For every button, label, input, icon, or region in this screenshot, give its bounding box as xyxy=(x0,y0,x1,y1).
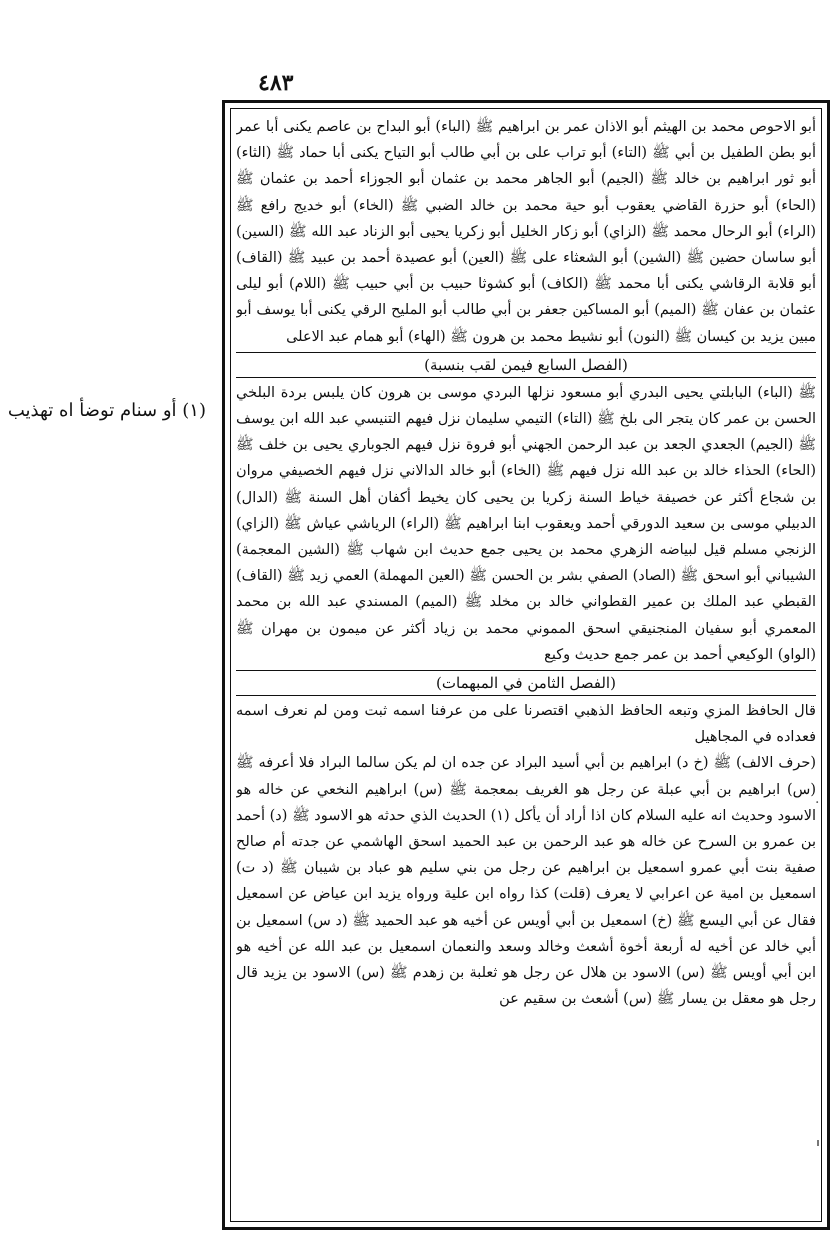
section-eight-text: (حرف الالف) ﷺ (خ د) ابراهيم بن أبي أسيد البراد عن جده ان لم يكن سالما البراد فلا أعرفه ﷺ (س) ابراهيم بن أبي عبلة عن رجل هو الغريف بمعجمة ﷺ (س) ابراهيم النخعي عن خاله هو الاسود وحديث انه عليه السلام كان اذا أراد أن يأكل (١) الحديث الذي حدثه هو الاسود ﷺ (د) أحمد بن عمرو بن السرح عن خاله هو عبد الرحمن بن عبد الحميد اسحق الهاشمي عن جدته أم صالح صفية بنت أبي عمرو اسمعيل بن ابراهيم عن رجل من بني سليم هو عباد بن شيبان ﷺ (د ت) اسمعيل بن امية عن اعرابي لا يعرف (قلت) كذا رواه ابن علية ورواه يزيد ابن عياض عن اسمعيل فقال عن أبي اليسع ﷺ (خ) اسمعيل بن أبي أويس عن أخيه هو عبد الحميد ﷺ (د س) اسمعيل بن أبي خالد عن أخيه له أربعة أخوة أشعث وخالد وسعد والنعمان اسمعيل بن عبد الله عن أخيه هو ابن أبي أويس ﷺ (س) الاسود بن هلال عن رجل هو ثعلبة بن زهدم ﷺ (س) الاسود بن يزيد قال رجل هو معقل بن يسار ﷺ (س) أشعث بن سقيم عن xyxy=(236,755,816,1008)
scan-mark xyxy=(817,1140,819,1146)
section-seven-heading: (الفصل السابع فيمن لقب بنسبة) xyxy=(236,352,816,378)
main-text-block xyxy=(236,114,816,1218)
section-eight-heading: (الفصل الثامن في المبهمات) xyxy=(236,670,816,696)
section-eight-intro: قال الحافظ المزي وتبعه الحافظ الذهبي اقتصرنا على من عرفنا اسمه ثبت ومن لم نعرف اسمه فعداده في المجاهيل xyxy=(236,703,816,746)
section-six-text: أبو الاحوص محمد بن الهيثم أبو الاذان عمر بن ابراهيم ﷺ (الباء) أبو البداح بن عاصم يكنى أبا عمر أبو بطن الطفيل بن أبي ﷺ (التاء) أبو تراب على بن أبي طالب أبو التياح يكنى أبا حماد ﷺ (الثاء) أبو ثور ابراهيم بن خالد ﷺ (الجيم) أبو الجاهر محمد بن عثمان أبو الجوزاء أحمد بن عثمان ﷺ (الحاء) أبو حزرة القاضي يعقوب أبو حية محمد بن خالد الضبي ﷺ (الخاء) أبو خديج رافع ﷺ (الراء) أبو الرحال محمد ﷺ (الزاي) أبو زكار الخليل أبو زكريا يحيى أبو الزناد عبد الله ﷺ (السين) أبو ساسان حضين ﷺ (الشين) أبو الشعثاء على ﷺ (العين) أبو عصيدة أحمد بن عبيد ﷺ (القاف) أبو قلابة الرقاشي يكنى أبا محمد ﷺ (الكاف) أبو كشوثا حبيب بن أبي حبيب ﷺ (اللام) أبو ليلى عثمان بن عفان ﷺ (الميم) أبو المساكين جعفر بن أبي طالب أبو المليح الرقي يكنى أبا يوسف أبو مبين يزيد بن كيسان ﷺ (النون) أبو نشيط محمد بن هرون ﷺ (الهاء) أبو همام عبد الاعلى xyxy=(236,119,816,345)
scan-speck: · xyxy=(815,795,820,811)
page-number: ٤٨٣ xyxy=(258,70,294,96)
section-seven-text: ﷺ (الباء) البابلتي يحيى البدري أبو مسعود نزلها البردي موسى بن هرون كان يلبس بردة البلخي الحسن بن عمر كان يتجر الى بلخ ﷺ (التاء) التيمي سليمان نزل فيهم التنيسي عبد الله ابن يوسف ﷺ (الجيم) الجعدي الجعد بن عبد الرحمن الجهني أبو فروة نزل فيهم الجوباري يحيى بن خلف ﷺ (الحاء) الحذاء خالد بن عبد الله نزل فيهم ﷺ (الخاء) أبو خالد الدالاني نزل فيهم الخصيفي مروان بن شجاع أكثر عن خصيفة خياط السنة زكريا بن يحيى كان يخيط أكفان أهل السنة ﷺ (الدال) الدبيلي موسى بن سعيد الدورقي أحمد ويعقوب ابنا ابراهيم ﷺ (الراء) الرياشي عياش ﷺ (الزاي) الزنجي مسلم قيل لبياضه الزهري محمد بن يحيى جمع حديث ابن شهاب ﷺ (الشين المعجمة) الشيباني أبو اسحق ﷺ (الصاد) الصفي بشر بن الحسن ﷺ (العين المهملة) العمي زيد ﷺ (القاف) القبطي عبد الملك بن عمير القطواني خالد بن مخلد ﷺ (الميم) المسندي عبد الله بن محمد المعمري أبو سفيان المنجنيقي اسحق المموني محمد بن زياد أكثر عن ميمون بن مهران ﷺ (الواو) الوكيعي أحمد بن عمر جمع حديث وكيع xyxy=(236,384,816,663)
side-note: (١) أو سنام توضأ اه تهذيب xyxy=(7,400,206,421)
